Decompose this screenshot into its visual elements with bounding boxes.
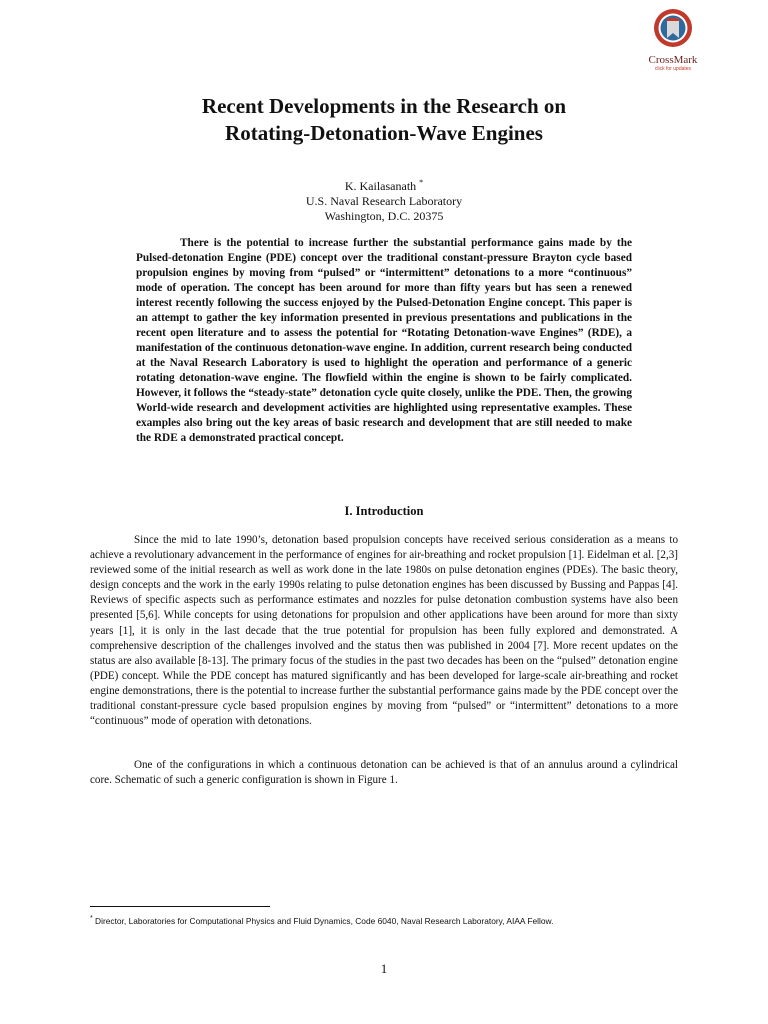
footnote-mark: * [90, 915, 93, 922]
footnote-divider [90, 906, 270, 907]
crossmark-subtitle: click for updates [654, 66, 692, 72]
section-heading: I. Introduction [344, 504, 424, 518]
author-name: K. Kailasanath * [344, 178, 424, 193]
paper-title-line1: Recent Developments in the Research on [201, 94, 567, 118]
intro-paragraph-1: Since the mid to late 1990’s, detonation based propulsion concepts have received serious consideration as a means to achieve a revolutionary advancement in the performance of engines for air-breathing and rocket propulsion [1]. Eidelman et al. [2,3] reviewed some of the initial research as well as work done in the late 1980s on pulse detonation engines (PDEs). The basic theory, design concepts and the work in the early 1990s relating to pulse detonation engines has been discussed by Bussing and Pappas [4]. Reviews of specific aspects such as performance estimates and nozzles for pulse detonation combustion systems have also been presented [5,6]. While concepts for using detonations for propulsion and other applications have been around for more than sixty years [1], it is only in the last decade that the true potential for propulsion has been fully explored and demonstrated. A comprehensive description of the challenges involved and the status then was published in 2004 [7]. More recent updates on the status are also available [8-13]. The primary focus of the studies in the past two decades has been on the “pulsed” detonation engine (PDE) concept. While the PDE concept has matured significantly and has been developed for large-scale air-breathing and rocket engine demonstrations, there is the potential to increase further the substantial performance gains made by the PDE concept over the traditional constant-pressure cycle based propulsion engines by moving from “pulsed” or “intermittent” detonations to a more “continuous” mode of operation with detonations. [90, 534, 678, 728]
page-number: 1 [380, 961, 388, 976]
author-location: Washington, D.C. 20375 [324, 209, 444, 223]
author-block [0, 175, 768, 224]
crossmark-bookmark-icon [653, 8, 693, 48]
author-footnote-mark[interactable]: * [419, 178, 424, 187]
crossmark-title: CrossMark [648, 54, 698, 66]
crossmark-badge[interactable] [641, 8, 705, 72]
footnote-text: Director, Laboratories for Computational Physics and Fluid Dynamics, Code 6040, Naval Research Laboratory, AIAA Fellow. [92, 915, 554, 926]
footnote [90, 913, 690, 927]
intro-paragraph-2: One of the configurations in which a continuous detonation can be achieved is that of an annulus around a cylindrical core. Schematic of such a generic configuration is shown in Figure 1. [90, 759, 678, 787]
abstract: There is the potential to increase further the substantial performance gains made by the Pulsed-detonation Engine (PDE) concept over the traditional constant-pressure Brayton cycle based propulsion engines by moving from “pulsed” or “intermittent” detonations to a more “continuous” mode of operation. The concept has been around for more than fifty years but has seen a renewed interest recently following the success enjoyed by the Pulsed-Detonation Engine concept. This paper is an attempt to gather the key information presented in previous presentations and publications in the recent open literature and to assess the potential for “Rotating Detonation-wave Engines” (RDE), a manifestation of the continuous detonation-wave engine. In addition, current research being conducted at the Naval Research Laboratory is used to highlight the operation and performance of a generic rotating detonation-wave engine. The flowfield within the engine is shown to be fairly complicated. However, it follows the “steady-state” detonation cycle quite closely, unlike the PDE. Then, the growing World-wide research and development activities are highlighted using representative examples. These examples also bring out the key areas of basic research and development that are still needed to make the RDE a demonstrated practical concept. [136, 237, 632, 444]
author-affiliation: U.S. Naval Research Laboratory [305, 194, 463, 208]
paper-title-line2: Rotating-Detonation-Wave Engines [225, 121, 543, 145]
paper-title [60, 93, 708, 147]
